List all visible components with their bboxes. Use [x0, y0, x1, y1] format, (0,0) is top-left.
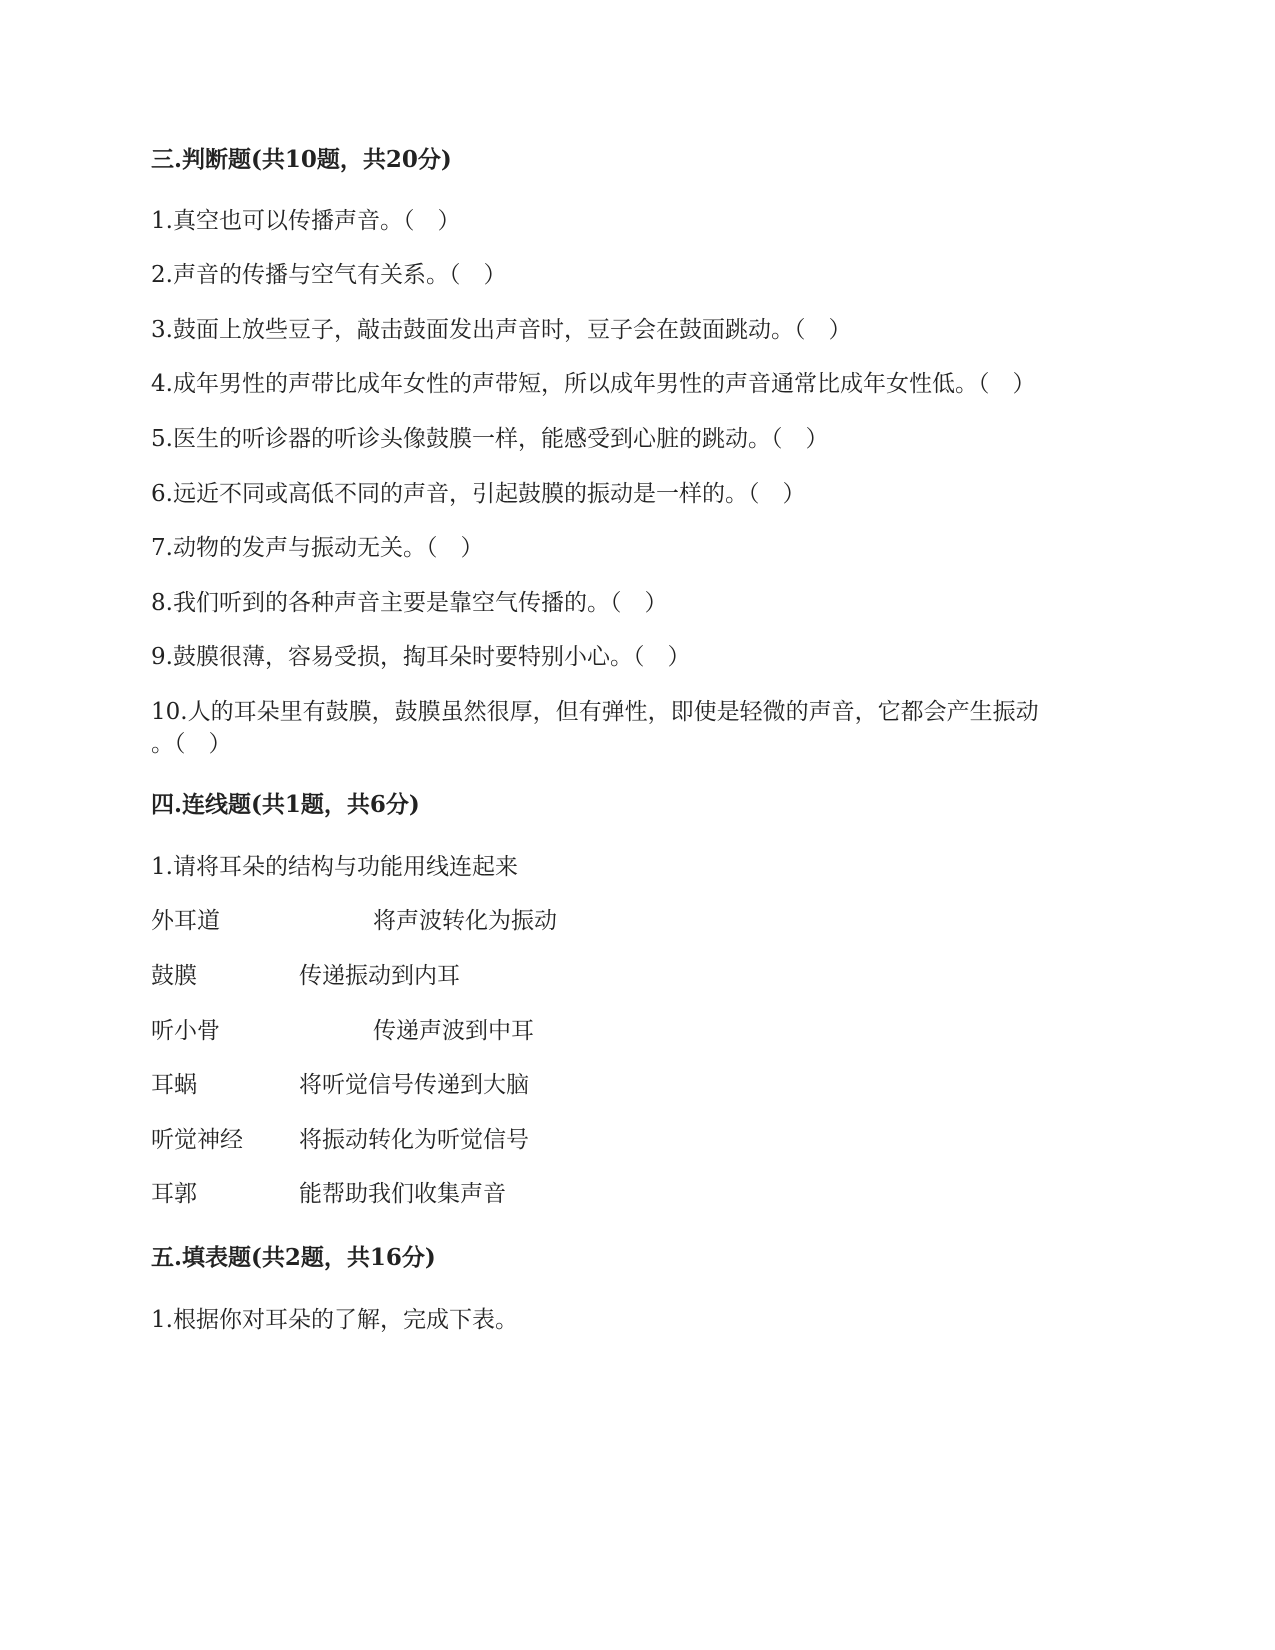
- section-4-title: 四.连线题(共1题，共6分): [151, 791, 420, 818]
- judge-item-2: 2.声音的传播与空气有关系。（ ）: [151, 262, 507, 288]
- judge-item-1: 1.真空也可以传播声音。（ ）: [151, 208, 461, 234]
- matching-left-3: 听小骨: [151, 1018, 220, 1044]
- matching-question: 1.请将耳朵的结构与功能用线连起来: [151, 854, 518, 880]
- matching-right-2: 传递振动到内耳: [299, 963, 460, 989]
- matching-right-4: 将听觉信号传递到大脑: [299, 1072, 529, 1098]
- matching-right-5: 将振动转化为听觉信号: [299, 1127, 529, 1153]
- section-5-title: 五.填表题(共2题，共16分): [151, 1244, 436, 1271]
- table-question: 1.根据你对耳朵的了解，完成下表。: [151, 1307, 518, 1333]
- matching-right-3: 传递声波到中耳: [373, 1018, 534, 1044]
- judge-item-9: 9.鼓膜很薄，容易受损，掏耳朵时要特别小心。（ ）: [151, 644, 691, 670]
- judge-item-10: 10.人的耳朵里有鼓膜，鼓膜虽然很厚，但有弹性，即使是轻微的声音，它都会产生振动: [151, 699, 1039, 725]
- matching-left-4: 耳蜗: [151, 1072, 197, 1098]
- matching-right-1: 将声波转化为振动: [373, 908, 557, 934]
- matching-left-6: 耳郭: [151, 1181, 197, 1207]
- section-3-title: 三.判断题(共10题，共20分): [151, 146, 452, 173]
- judge-item-10-continued: 。（ ）: [151, 731, 232, 757]
- matching-left-1: 外耳道: [151, 908, 220, 934]
- matching-left-5: 听觉神经: [151, 1127, 243, 1153]
- matching-right-6: 能帮助我们收集声音: [299, 1181, 506, 1207]
- judge-item-6: 6.远近不同或高低不同的声音，引起鼓膜的振动是一样的。（ ）: [151, 481, 806, 507]
- judge-item-3: 3.鼓面上放些豆子，敲击鼓面发出声音时，豆子会在鼓面跳动。（ ）: [151, 317, 852, 343]
- judge-item-8: 8.我们听到的各种声音主要是靠空气传播的。（ ）: [151, 590, 668, 616]
- judge-item-7: 7.动物的发声与振动无关。（ ）: [151, 535, 484, 561]
- judge-item-4: 4.成年男性的声带比成年女性的声带短，所以成年男性的声音通常比成年女性低。（ ）: [151, 371, 1036, 397]
- judge-item-5: 5.医生的听诊器的听诊头像鼓膜一样，能感受到心脏的跳动。（ ）: [151, 426, 829, 452]
- matching-left-2: 鼓膜: [151, 963, 197, 989]
